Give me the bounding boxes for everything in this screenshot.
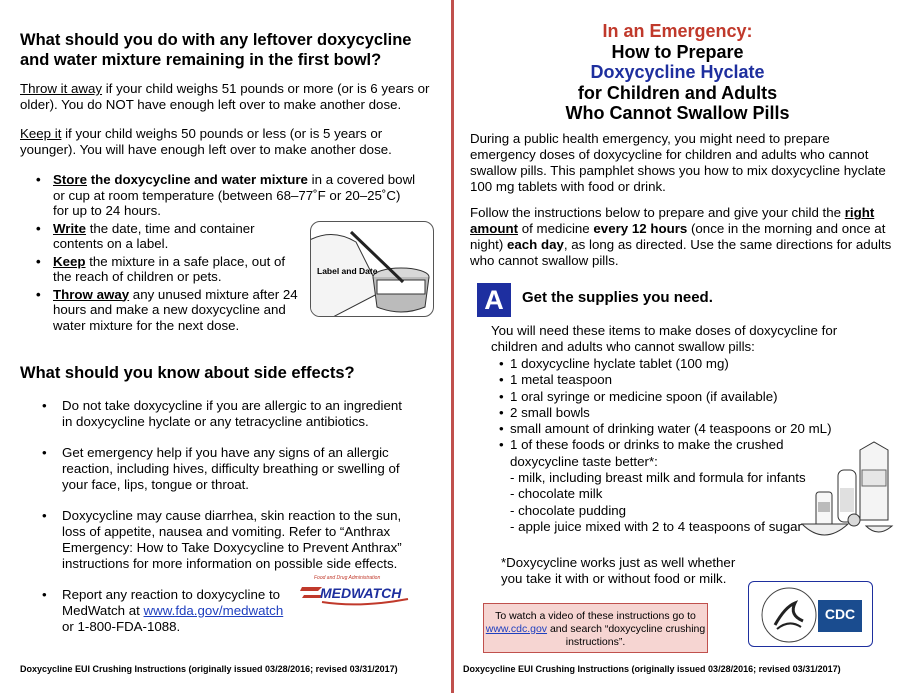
- supplies-intro: You will need these items to make doses of doxycycline for children and adults who cannot swallow pills:: [491, 323, 838, 354]
- text: of medicine: [518, 221, 594, 236]
- keep-label: Keep it: [20, 126, 62, 141]
- title-line: In an Emergency:: [602, 21, 753, 41]
- keep-text: if your child weighs 50 pounds or less (or is 5 years or younger). You will have enough left over to make another dose.: [20, 126, 392, 157]
- throw-away-paragraph: [20, 81, 430, 113]
- medwatch-logo-icon: [300, 571, 410, 609]
- report-text: Report any reaction to doxycycline to MedWatch at: [62, 587, 281, 618]
- list-item: • 2 small bowls: [499, 405, 832, 421]
- step-text: any unused mixture after 24 hours and make a new doxycycline and water mixture for the next dose.: [53, 286, 298, 333]
- step-a-badge: A: [477, 283, 511, 317]
- column-divider: [451, 0, 454, 693]
- list-item: • 1 oral syringe or medicine spoon (if available): [499, 389, 832, 405]
- cup-with-label-icon: [311, 222, 434, 317]
- list-item: [42, 587, 292, 635]
- right-footer: Doxycycline EUI Crushing Instructions (originally issued 03/28/2016; revised 03/31/2017): [463, 664, 841, 674]
- cdc-logo: CDC: [818, 600, 862, 632]
- list-item: • 1 metal teaspoon: [499, 372, 832, 388]
- list-item: • 1 of these foods or drinks to make the crushed: [499, 437, 832, 453]
- list-item: [36, 287, 298, 334]
- video-text-end: and search “doxycycline crushing instructions”.: [547, 623, 706, 648]
- step-a-title: Get the supplies you need.: [522, 289, 713, 306]
- list-item: [36, 254, 298, 285]
- instructions-paragraph: [470, 205, 895, 269]
- each-day-text: each day: [506, 237, 564, 252]
- list-item: [36, 172, 416, 219]
- list-item: • Doxycycline may cause diarrhea, skin reaction to the sun, loss of appetite, nausea and vomiting. Refer to “Anthrax Emergency: How to Take Doxycycline to Prevent Anthrax” instructions for more information on possible side effects.: [42, 508, 412, 572]
- list-item: • 1 doxycycline hyclate tablet (100 mg): [499, 356, 832, 372]
- medwatch-logo-text: MEDWATCH: [320, 585, 402, 601]
- text: (once in the morning and once at night): [470, 221, 886, 252]
- food-item: - chocolate pudding: [510, 502, 627, 518]
- step-verb: Throw away: [53, 286, 130, 302]
- milk-and-juice-icon: [800, 440, 900, 550]
- text: Follow the instructions below to prepare and give your child the: [470, 205, 845, 220]
- throw-away-label: Throw it away: [20, 81, 103, 96]
- step-verb: Write: [53, 220, 87, 236]
- pamphlet-title: [455, 21, 900, 124]
- list-item-continuation: doxycycline taste better*:: [510, 453, 658, 469]
- video-text: To watch a video of these instructions go to: [495, 610, 696, 622]
- list-item: [36, 221, 298, 252]
- text: , as long as directed. Use the same directions for adults who cannot swallow pills.: [470, 237, 892, 268]
- report-text-end: or 1-800-FDA-1088.: [62, 619, 181, 634]
- food-item: - apple juice mixed with 2 to 4 teaspoons of sugar: [510, 518, 802, 534]
- illustration-label: Label and Date: [317, 266, 378, 276]
- medwatch-small-text: Food and Drug Administration: [314, 575, 381, 581]
- step-bold: the doxycycline and water mixture: [87, 172, 308, 187]
- food-item: - milk, including breast milk and formula for infants: [510, 470, 806, 486]
- food-note: *Doxycycline works just as well whether you take it with or without food or milk.: [501, 555, 736, 586]
- step-verb: Store: [53, 172, 87, 187]
- title-line: How to Prepare: [611, 41, 744, 62]
- left-footer: Doxycycline EUI Crushing Instructions (originally issued 03/28/2016; revised 03/31/2017): [20, 664, 398, 674]
- cdc-link[interactable]: www.cdc.gov: [485, 623, 548, 635]
- medwatch-logo: [300, 571, 410, 609]
- step-verb: Keep: [53, 253, 86, 269]
- list-item: • small amount of drinking water (4 teaspoons or 20 mL): [499, 421, 832, 437]
- keep-paragraph: [20, 126, 430, 158]
- food-item: - chocolate milk: [510, 486, 603, 502]
- medwatch-link[interactable]: www.fda.gov/medwatch: [143, 603, 284, 618]
- every-12-hours-text: every 12 hours: [593, 221, 688, 236]
- list-item: • Get emergency help if you have any signs of an allergic reaction, including hives, difficulty breathing or swelling of your face, lips, tongue or throat.: [42, 445, 412, 493]
- title-line: for Children and Adults: [577, 82, 778, 103]
- step-text: the mixture in a safe place, out of the reach of children or pets.: [53, 253, 286, 284]
- step-text: the date, time and container contents on a label.: [53, 220, 255, 251]
- right-amount-text: right amount: [470, 205, 875, 236]
- title-line: Who Cannot Swallow Pills: [565, 103, 790, 123]
- side-effects-list: [42, 398, 412, 650]
- side-effects-heading: What should you know about side effects?: [20, 364, 355, 382]
- list-item: • Do not take doxycycline if you are allergic to an ingredient in doxycycline hyclate or any tetracycline antibiotics.: [42, 398, 412, 430]
- step-text: in a covered bowl or cup at room temperature (between 68–77˚F or 20–25˚C) for up to 24 hours.: [53, 172, 416, 218]
- leftover-heading: What should you do with any leftover doxycycline and water mixture remaining in the first bowl?: [20, 31, 412, 69]
- intro-paragraph: During a public health emergency, you might need to prepare emergency doses of doxycycline for children and adults who cannot swallow pills. This pamphlet shows you how to mix doxycycline hyclate 100 mg tablets with food or drink.: [470, 131, 886, 194]
- foods-illustration: [800, 440, 900, 550]
- throw-away-text: if your child weighs 51 pounds or more (or is 6 years or older). You do NOT have enough left over to make another dose.: [20, 81, 430, 112]
- video-callout: [483, 603, 708, 653]
- supplies-list: [499, 356, 832, 535]
- title-line: Doxycycline Hyclate: [590, 62, 765, 82]
- label-and-date-illustration: [310, 221, 434, 317]
- hhs-seal-icon: [759, 585, 819, 645]
